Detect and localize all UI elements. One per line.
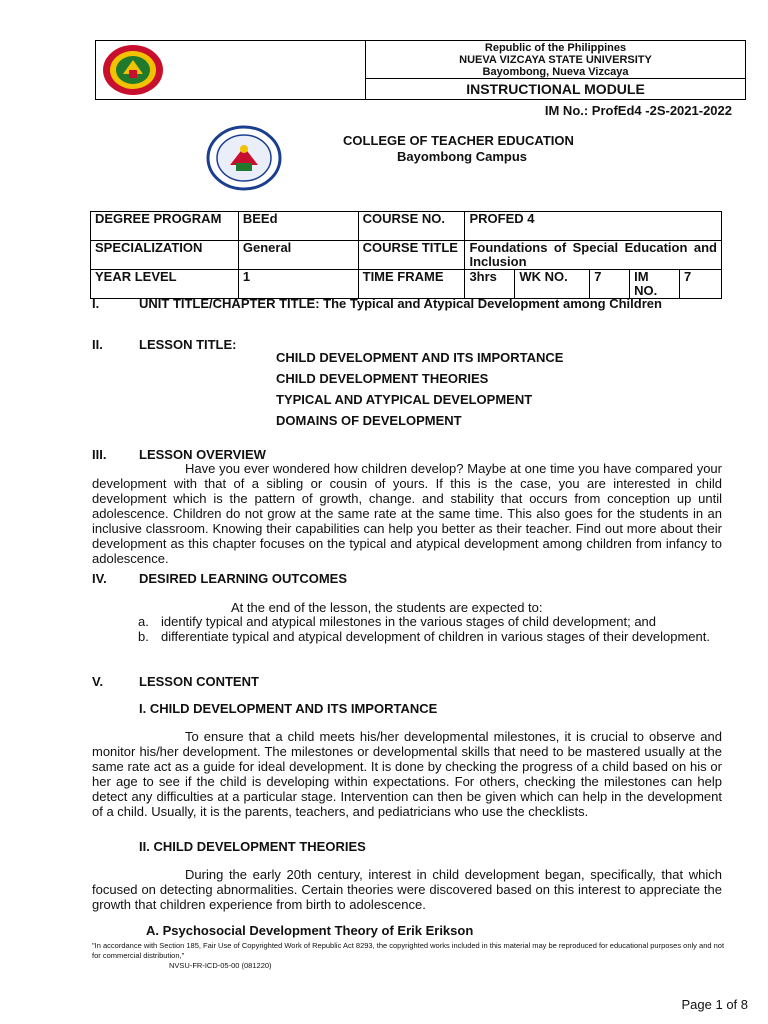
year-level-label: YEAR LEVEL	[91, 270, 239, 299]
overview-paragraph: Have you ever wondered how children develop? Maybe at one time you have compared your development with that of a sibling or cousin of yours. If this is the case, you are interested in child development which is the pattern of growth, change. and stability that occurs from conception up until adolescence. Children do not grow at the same rate at the same time. This also goes for the students in an inclusive classroom. Knowing their capabilities can help you better as their teacher. Find out more about their development as this chapter focuses on the typical and atypical development among children from infancy to adolescence.	[92, 461, 722, 566]
im-no-label: IM NO.	[630, 270, 680, 299]
lesson-title-heading: LESSON TITLE:	[139, 337, 237, 352]
republic-line: Republic of the Philippines	[484, 42, 627, 54]
year-level-value: 1	[238, 270, 358, 299]
college-campus: Bayombong Campus	[397, 149, 528, 164]
outcomes-intro: At the end of the lesson, the students are expected to:	[231, 600, 543, 615]
college-logo-icon	[206, 125, 282, 191]
university-address: Bayombong, Nueva Vizcaya	[482, 66, 629, 78]
outcome-b: differentiate typical and atypical development of children in various stages of their development.	[161, 629, 710, 644]
lesson-titles-list	[276, 347, 563, 431]
university-name: NUEVA VIZCAYA STATE UNIVERSITY	[459, 54, 652, 66]
lesson-title-item: CHILD DEVELOPMENT THEORIES	[276, 371, 489, 386]
learning-outcomes-heading: DESIRED LEARNING OUTCOMES	[139, 571, 348, 586]
im-no-value: 7	[680, 270, 722, 299]
copyright-text: "In accordance with Section 185, Fair Use of Copyrighted Work of Republic Act 8293, the copyrighted works included in this material may be reproduced for educational purposes only and not for commercial distribution,"	[92, 941, 725, 960]
section-2-number: II.	[92, 337, 103, 352]
section-1-number: I.	[92, 296, 100, 311]
lesson-content-heading: LESSON CONTENT	[139, 674, 259, 689]
course-title-value: Foundations of Special Education and Inclusion	[465, 241, 722, 270]
course-no-label: COURSE NO.	[358, 212, 465, 241]
lesson-title-item: TYPICAL AND ATYPICAL DEVELOPMENT	[276, 392, 533, 407]
specialization-value: General	[238, 241, 358, 270]
course-title-label: COURSE TITLE	[358, 241, 465, 270]
unit-title: UNIT TITLE/CHAPTER TITLE: The Typical and Atypical Development among Children	[139, 296, 662, 311]
lesson-title-item: DOMAINS OF DEVELOPMENT	[276, 413, 462, 428]
outcome-a-label: a.	[138, 614, 149, 629]
lesson-overview-heading: LESSON OVERVIEW	[139, 447, 266, 462]
form-code: NVSU-FR-ICD-05-00 (081220)	[169, 961, 272, 970]
time-frame-label: TIME FRAME	[358, 270, 465, 299]
header-rule	[365, 78, 745, 79]
copyright-notice	[92, 941, 732, 971]
section-3-number: III.	[92, 447, 107, 462]
course-no-value: PROFED 4	[465, 212, 722, 241]
lesson-title-item: CHILD DEVELOPMENT AND ITS IMPORTANCE	[276, 350, 564, 365]
degree-label: DEGREE PROGRAM	[91, 212, 239, 241]
wk-no-value: 7	[590, 270, 630, 299]
time-frame-value: 3hrs	[465, 270, 515, 299]
college-block	[343, 133, 574, 165]
page-number: Page 1 of 8	[681, 997, 748, 1012]
header-box	[95, 40, 746, 100]
subsection-1-heading: I. CHILD DEVELOPMENT AND ITS IMPORTANCE	[139, 701, 438, 716]
section-4-number: IV.	[92, 571, 107, 586]
outcome-a: identify typical and atypical milestones in the various stages of child development; and	[161, 614, 657, 629]
subsection-2-paragraph: During the early 20th century, interest in child development began, specifically, that which focused on detecting abnormalities. Certain theories were discovered based on this interest to appreciate the growth that children experience from birth to adolescence.	[92, 867, 722, 912]
course-info-table	[90, 211, 722, 299]
university-header	[365, 41, 746, 78]
degree-value: BEEd	[238, 212, 358, 241]
module-title: INSTRUCTIONAL MODULE	[466, 81, 645, 97]
im-number: IM No.: ProfEd4 -2S-2021-2022	[544, 103, 732, 118]
specialization-label: SPECIALIZATION	[91, 241, 239, 270]
subsection-2a-heading: A. Psychosocial Development Theory of Erik Erikson	[146, 923, 474, 938]
college-name: COLLEGE OF TEACHER EDUCATION	[343, 133, 574, 148]
subsection-1-paragraph: To ensure that a child meets his/her developmental milestones, it is crucial to observe and monitor his/her development. The milestones or developmental skills that need to be mastered usually at the same rate act as a guide for ideal development. It is done by checking the progress of a child based on his or her age to see if the child is developing within expectations. For others, checking the milestones can help detect any difficulties at a particular stage. Intervention can then be given which can help in the development of a child. Usually, it is the parents, teachers, and pediatricians who use the checklists.	[92, 729, 722, 819]
section-5-number: V.	[92, 674, 104, 689]
subsection-2-heading: II. CHILD DEVELOPMENT THEORIES	[139, 839, 366, 854]
outcome-b-label: b.	[138, 629, 149, 644]
university-seal-icon	[101, 44, 165, 96]
wk-no-label: WK NO.	[515, 270, 590, 299]
